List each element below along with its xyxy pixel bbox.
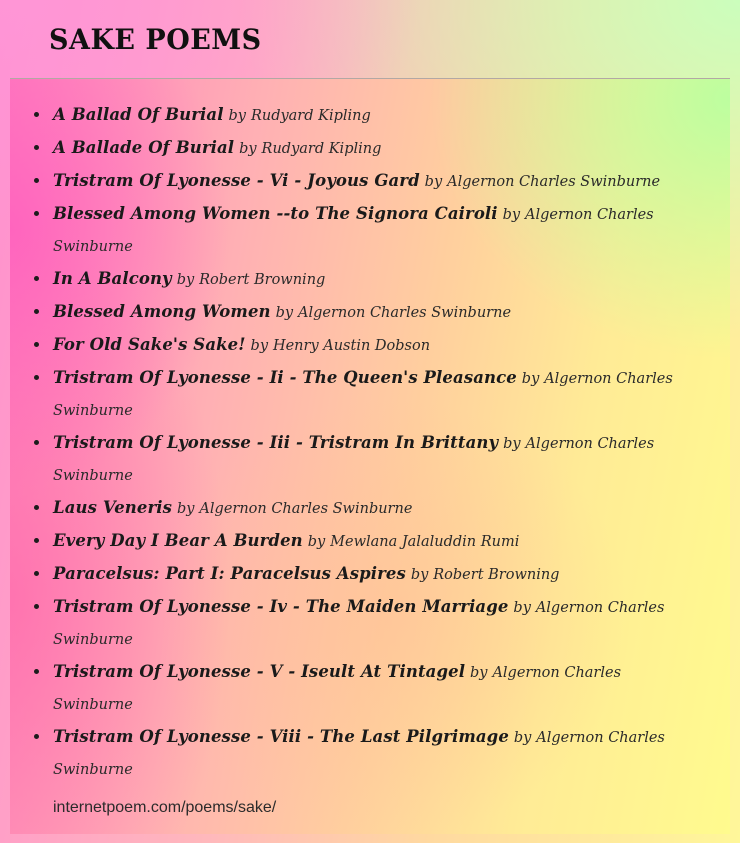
poem-author[interactable]: Robert Browning xyxy=(199,272,326,288)
bullet-icon xyxy=(34,669,39,674)
poem-list-item xyxy=(34,263,694,296)
poem-author[interactable]: Rudyard Kipling xyxy=(250,108,371,124)
page-title: SAKE POEMS xyxy=(49,24,262,57)
poem-list-item xyxy=(34,656,694,721)
poem-by-label: by xyxy=(176,272,195,288)
bullet-icon xyxy=(34,440,39,445)
poem-author[interactable]: Algernon Charles Swinburne xyxy=(53,730,665,778)
poem-by-label: by xyxy=(228,108,246,124)
poem-author[interactable]: Algernon Charles Swinburne xyxy=(53,207,654,255)
bullet-icon xyxy=(34,538,39,543)
poem-title-link[interactable]: Tristram Of Lyonesse - Iv - The Maiden Marriage xyxy=(53,597,509,616)
poem-title-link[interactable]: In A Balcony xyxy=(53,269,172,288)
source-url[interactable]: internetpoem.com/poems/sake/ xyxy=(53,799,277,816)
poem-by-label: by xyxy=(239,141,257,157)
poem-author[interactable]: Henry Austin Dobson xyxy=(272,338,431,354)
poem-by-label: by xyxy=(275,305,294,321)
poem-by-label: by xyxy=(177,501,195,517)
poem-author[interactable]: Algernon Charles Swinburne xyxy=(447,174,661,190)
poem-author[interactable]: Algernon Charles Swinburne xyxy=(53,371,673,419)
poem-list-item xyxy=(34,198,694,263)
poem-by-label: by xyxy=(503,436,521,452)
bullet-icon xyxy=(34,112,39,117)
poem-list-item xyxy=(34,132,694,165)
poem-list-item xyxy=(34,558,694,591)
bullet-icon xyxy=(34,145,39,150)
bullet-icon xyxy=(34,734,39,739)
poem-author[interactable]: Mewlana Jalaluddin Rumi xyxy=(330,534,520,550)
poem-title-link[interactable]: Tristram Of Lyonesse - V - Iseult At Tintagel xyxy=(53,662,466,681)
poem-list-item xyxy=(34,362,694,427)
poem-title-link[interactable]: A Ballade Of Burial xyxy=(53,138,235,157)
poem-by-label: by xyxy=(513,730,532,746)
poem-list-panel xyxy=(10,78,730,834)
poem-title-link[interactable]: Laus Veneris xyxy=(53,498,173,517)
poem-title-link[interactable]: Blessed Among Women xyxy=(53,302,271,321)
poem-author[interactable]: Algernon Charles Swinburne xyxy=(53,600,665,648)
poem-author[interactable]: Robert Browning xyxy=(433,567,560,583)
poem-by-label: by xyxy=(410,567,429,583)
bullet-icon xyxy=(34,375,39,380)
poem-by-label: by xyxy=(521,371,540,387)
poem-author[interactable]: Algernon Charles Swinburne xyxy=(53,665,622,713)
bullet-icon xyxy=(34,604,39,609)
poem-title-link[interactable]: Tristram Of Lyonesse - Ii - The Queen's Pleasance xyxy=(53,368,517,387)
poem-author[interactable]: Algernon Charles Swinburne xyxy=(53,436,655,484)
poem-list-item xyxy=(34,492,694,525)
poem-list xyxy=(34,99,694,786)
poem-by-label: by xyxy=(250,338,269,354)
poem-title-link[interactable]: Tristram Of Lyonesse - Viii - The Last Pilgrimage xyxy=(53,727,509,746)
poem-list-item xyxy=(34,427,694,492)
bullet-icon xyxy=(34,211,39,216)
poem-list-item xyxy=(34,165,694,198)
bullet-icon xyxy=(34,342,39,347)
bullet-icon xyxy=(34,571,39,576)
poem-list-item xyxy=(34,525,694,558)
poem-list-item xyxy=(34,721,694,786)
bullet-icon xyxy=(34,276,39,281)
poem-title-link[interactable]: For Old Sake's Sake! xyxy=(53,335,246,354)
poem-list-item xyxy=(34,99,694,132)
poem-title-link[interactable]: Blessed Among Women --to The Signora Cairoli xyxy=(53,204,498,223)
poem-by-label: by xyxy=(424,174,443,190)
poem-list-item xyxy=(34,591,694,656)
poem-title-link[interactable]: Tristram Of Lyonesse - Vi - Joyous Gard xyxy=(53,171,420,190)
page-header xyxy=(0,0,740,78)
poem-title-link[interactable]: Paracelsus: Part I: Paracelsus Aspires xyxy=(53,564,406,583)
poem-author[interactable]: Rudyard Kipling xyxy=(261,141,382,157)
bullet-icon xyxy=(34,178,39,183)
poem-title-link[interactable]: A Ballad Of Burial xyxy=(53,105,224,124)
poem-author[interactable]: Algernon Charles Swinburne xyxy=(298,305,512,321)
poem-title-link[interactable]: Tristram Of Lyonesse - Iii - Tristram In Brittany xyxy=(53,433,499,452)
bullet-icon xyxy=(34,309,39,314)
poem-list-item xyxy=(34,329,694,362)
bullet-icon xyxy=(34,505,39,510)
poem-author[interactable]: Algernon Charles Swinburne xyxy=(199,501,413,517)
poem-title-link[interactable]: Every Day I Bear A Burden xyxy=(53,531,303,550)
poem-by-label: by xyxy=(470,665,488,681)
poem-by-label: by xyxy=(307,534,326,550)
poem-by-label: by xyxy=(502,207,521,223)
poem-list-item xyxy=(34,296,694,329)
poem-by-label: by xyxy=(513,600,531,616)
